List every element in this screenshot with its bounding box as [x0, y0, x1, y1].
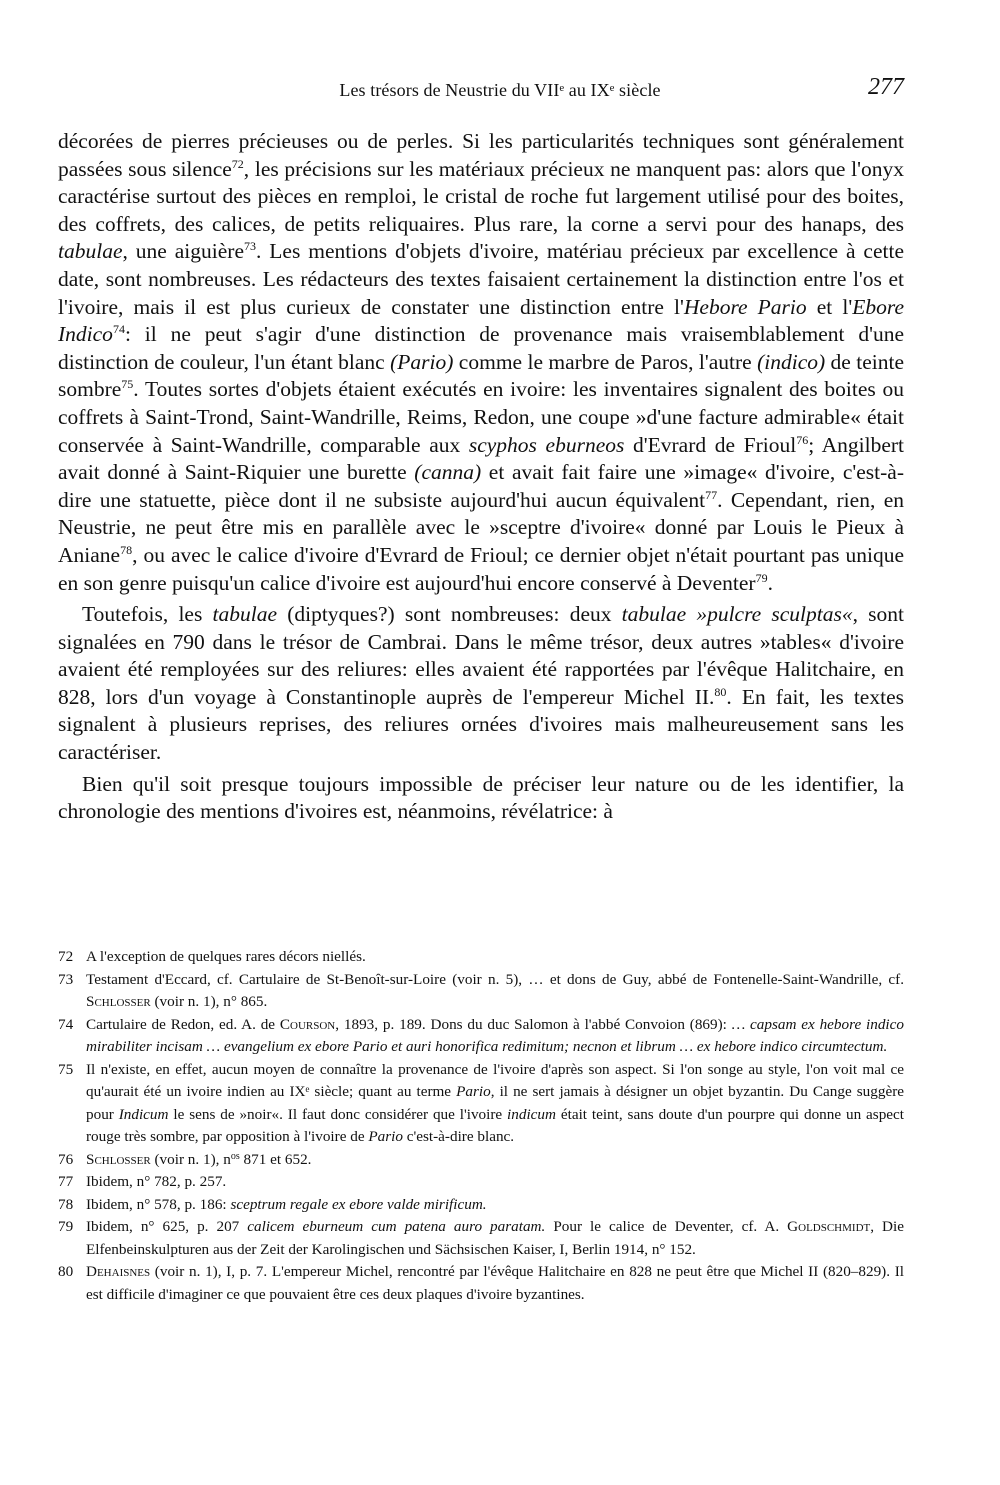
footnote-79: 79 Ibidem, n° 625, p. 207 calicem eburneum cum patena auro paratam. Pour le calice de Deventer, cf. A. Goldschmidt, Die Elfenbeinskulpturen aus der Zeit der Karolingischen und Sächsischen Kaiser, I, Berlin 1914, n° 152.	[58, 1218, 904, 1258]
running-title: Les trésors de Neustrie du VIIᵉ au IXᵉ siècle	[339, 80, 661, 100]
footnote-number: 79	[58, 1218, 74, 1235]
footnote-number: 75	[58, 1060, 74, 1078]
footnote-number: 72	[58, 948, 74, 965]
footnote-78: 78 Ibidem, n° 578, p. 186: sceptrum regale ex ebore valde mirificum.	[58, 1194, 904, 1217]
footnote-74: 74 Cartulaire de Redon, ed. A. de Courson, 1893, p. 189. Dons du duc Salomon à l'abbé Convoion (869): … capsam ex hebore indico mirabiliter incisam … evangelium ex ebore Pario et auri honorifica redimitum; necnon et librum … ex hebore indico circumtectum.	[58, 1015, 904, 1055]
footnote-number: 76	[58, 1150, 74, 1168]
footnote-number: 77	[58, 1173, 74, 1190]
footnote-73: 73 Testament d'Eccard, cf. Cartulaire de St-Benoît-sur-Loire (voir n. 5), … et dons de Guy, abbé de Fontenelle-Saint-Wandrille, cf. Schlosser (voir n. 1), n° 865.	[58, 970, 904, 1010]
footnote-77: 77 Ibidem, n° 782, p. 257.	[58, 1171, 904, 1194]
footnote-75: 75 Il n'existe, en effet, aucun moyen de connaître la provenance de l'ivoire d'après son aspect. Si l'on songe au style, l'on voit mal ce qu'aurait été un ivoire indien au IXᵉ siècle; quant au terme Pario, il ne sert jamais à désigner un objet byzantin. Du Cange suggère pour Indicum le sens de »noir«. Il faut donc considérer que l'ivoire indicum était teint, sans doute d'un pourpre qui donne un aspect rouge très sombre, par opposition à l'ivoire de Pario c'est-à-dire blanc.	[58, 1060, 905, 1145]
footnote-72: 72 A l'exception de quelques rares décors niellés.	[58, 946, 904, 969]
footnote-80: 80 Dehaisnes (voir n. 1), I, p. 7. L'empereur Michel, rencontré par l'évêque Halitchaire en 828 ne peut être que Michel II (820–829). Il est difficile d'imaginer ce que pouvaient être ces deux plaques d'ivoire byzantines.	[58, 1263, 904, 1303]
footnote-ref: 74	[112, 322, 125, 337]
footnote-76: 76 Schlosser (voir n. 1), $n^{os}$ 871 et 652.	[58, 1149, 904, 1172]
footnote-ref: 80	[714, 684, 727, 699]
footnote-ref: 73	[243, 239, 256, 254]
footnote-ref: 76	[796, 432, 809, 447]
main-text	[58, 128, 904, 826]
footnote-number: 74	[58, 1015, 74, 1033]
footnote-number: 80	[58, 1263, 74, 1280]
paragraph: Toutefois, les tabulae (diptyques?) sont nombreuses: deux tabulae »pulcre sculptas«, sont signalées en 790 dans le trésor de Cambrai. Dans le même trésor, deux autres »tables« d'ivoire avaient été remployées sur des reliures: elles avaient été rapportées par l'évêque Halitchaire, en 828, lors d'un voyage à Constantinople auprès de l'empereur Michel II.$^{80}$. En fait, les textes signalent à plusieurs reprises, des reliures ornées d'ivoires mais malheureusement sans les caractériser.	[58, 602, 905, 765]
footnote-ref: 79	[755, 570, 768, 585]
running-head	[0, 74, 1000, 108]
page-number: 277	[868, 74, 904, 100]
footnote-number: 73	[58, 970, 74, 988]
paragraph: Bien qu'il soit presque toujours impossible de préciser leur nature ou de les identifier, la chronologie des mentions d'ivoires est, néanmoins, révélatrice: à	[58, 771, 904, 824]
footnotes	[58, 946, 904, 1306]
footnote-ref: 77	[705, 487, 718, 502]
footnote-ref: 75	[121, 377, 134, 392]
footnote-ref: 78	[120, 542, 133, 557]
footnote-number: 78	[58, 1195, 74, 1213]
paragraph: décorées de pierres précieuses ou de perles. Si les particularités techniques sont généralement passées sous silence$^{72}$, les précisions sur les matériaux précieux ne manquent pas: alors que l'onyx caractérise surtout des pièces en remploi, le cristal de roche fut largement utilisé pour des boites, des coffrets, des calices, de petits reliquaires. Plus rare, la corne a servi pour des hanaps, des tabulae, une aiguière$^{73}$. Les mentions d'objets d'ivoire, matériau précieux par excellence à cette date, sont nombreuses. Les rédacteurs des textes faisaient certainement la distinction entre l'os et l'ivoire, mais il est plus curieux de constater une distinction entre l'Hebore Pario et l'Ebore Indico$^{74}$: il ne peut s'agir d'une distinction de provenance mais vraisemblablement d'une distinction de couleur, l'un étant blanc (Pario) comme le marbre de Paros, l'autre (indico) de teinte sombre$^{75}$. Toutes sortes d'objets étaient exécutés en ivoire: les inventaires signalent des boites ou coffrets à Saint-Trond, Saint-Wandrille, Reims, Redon, une coupe »d'une facture admirable« était conservée à Saint-Wandrille, comparable aux scyphos eburneos d'Evrard de Frioul$^{76}$; Angilbert avait donné à Saint-Riquier une burette (canna) et avait fait faire une »image« d'ivoire, c'est-à-dire une statuette, pièce dont il ne subsiste aujourd'hui aucun équivalent$^{77}$. Cependant, rien, en Neustrie, ne peut être mis en parallèle avec le »sceptre d'ivoire« donné par Louis le Pieux à Aniane$^{78}$, ou avec le calice d'ivoire d'Evrard de Frioul; ce dernier objet n'était pourtant pas unique en son genre puisqu'un calice d'ivoire est aujourd'hui encore conservé à Deventer$^{79}$.	[58, 129, 905, 595]
footnote-ref: 72	[231, 156, 244, 171]
